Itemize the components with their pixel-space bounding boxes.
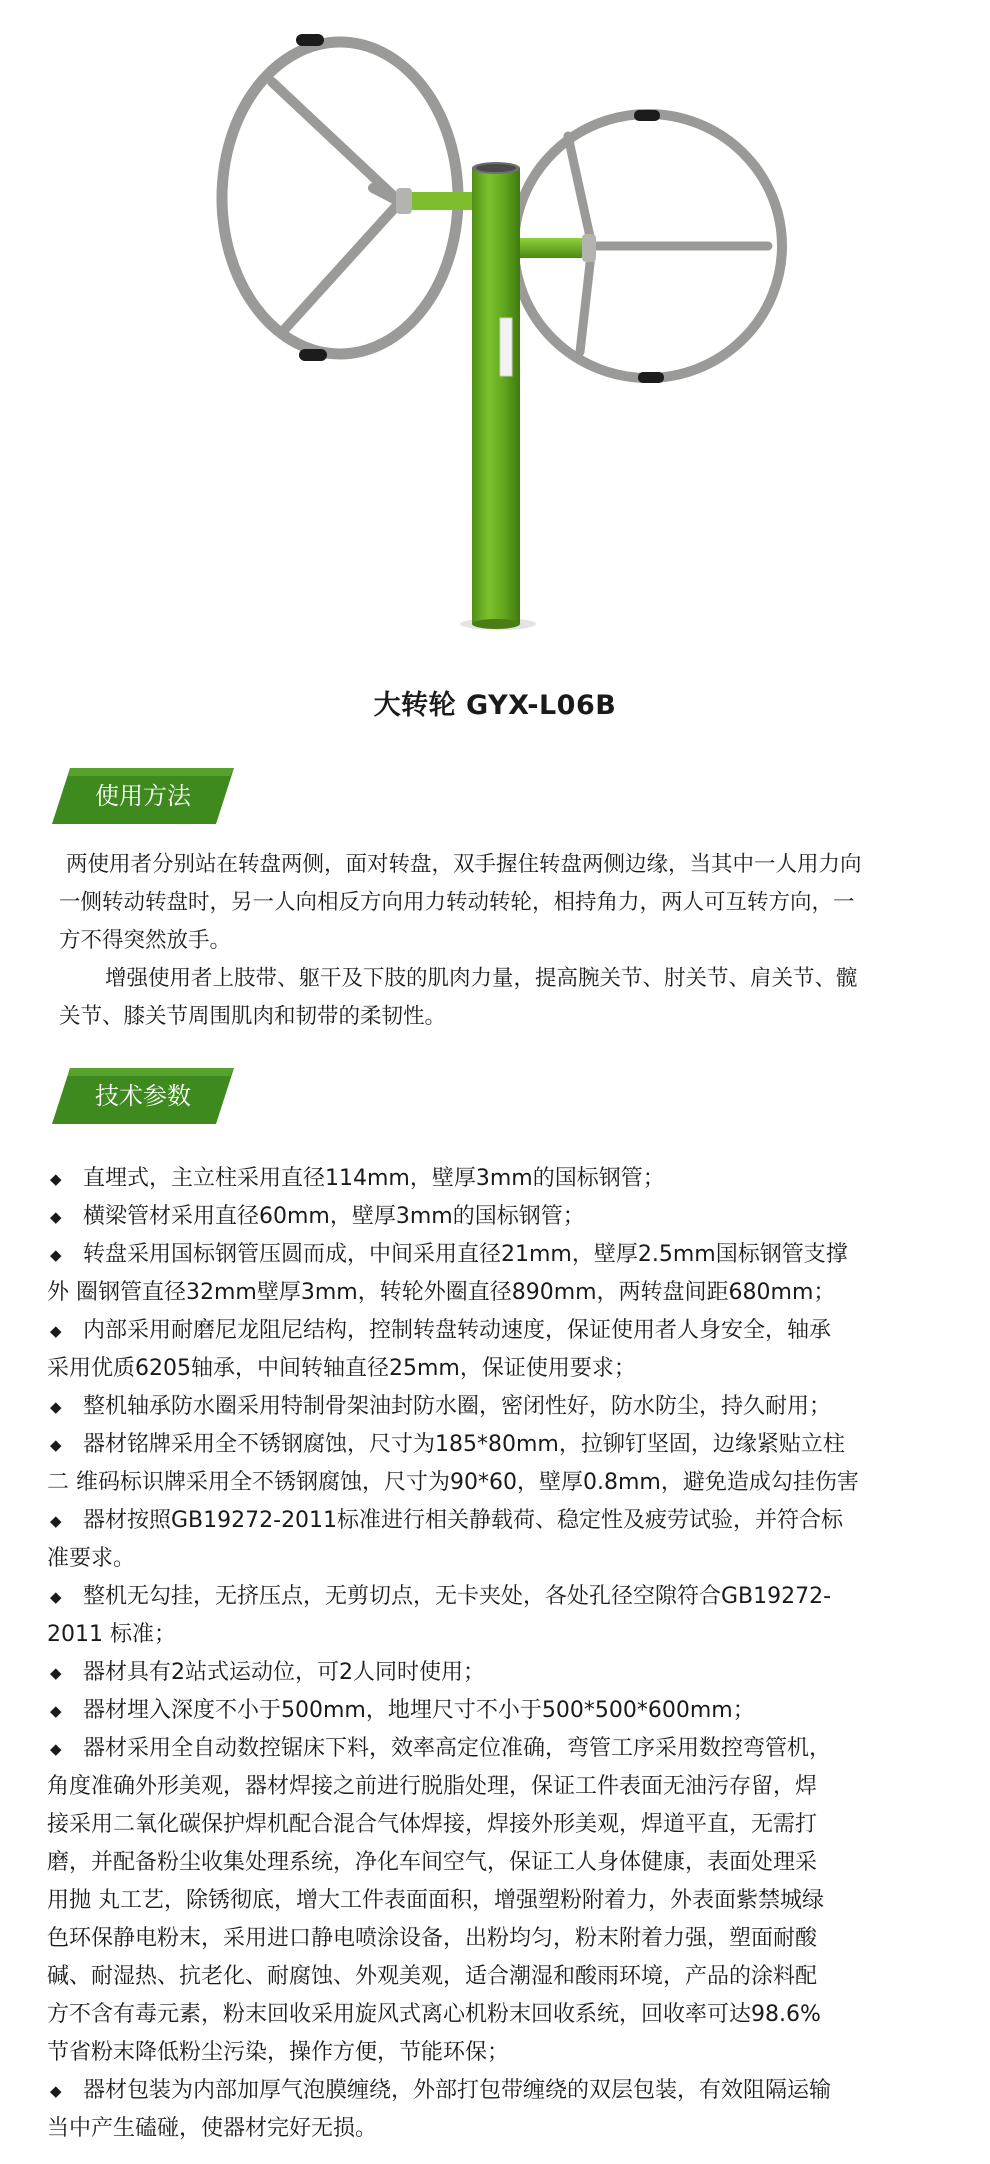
spec-line-text: 整机轴承防水圈采用特制骨架油封防水圈，密闭性好，防水防尘，持久耐用；	[83, 1394, 832, 1419]
spec-line-text: 器材具有2站式运动位，可2人同时使用；	[83, 1660, 485, 1685]
spec-line	[47, 1616, 975, 1654]
spec-line-text: 器材包装为内部加厚气泡膜缠绕，外部打包带缠绕的双层包装，有效阻隔运输	[83, 2078, 832, 2103]
usage-paragraph-line: 两使用者分别站在转盘两侧，面对转盘，双手握住转盘两侧边缘，当其中一人用力向	[66, 852, 862, 877]
spec-line	[47, 1540, 975, 1578]
specs-list	[47, 1160, 975, 2148]
spec-line	[47, 1920, 975, 1958]
usage-section-tag	[52, 768, 234, 824]
spec-line	[47, 1236, 975, 1274]
usage-description	[55, 846, 935, 1036]
spec-line	[47, 1692, 975, 1730]
spec-line-text: 方不含有毒元素，粉末回收采用旋风式离心机粉末回收系统，回收率可达98.6%	[47, 2002, 821, 2027]
spec-line-text: 器材埋入深度不小于500mm，地埋尺寸不小于500*500*600mm；	[83, 1698, 755, 1723]
spec-line-text: 二 维码标识牌采用全不锈钢腐蚀，尺寸为90*60，壁厚0.8mm，避免造成勾挂伤害	[47, 1470, 859, 1495]
spec-line-text: 器材按照GB19272-2011标准进行相关静载荷、稳定性及疲劳试验，并符合标	[83, 1508, 844, 1533]
spec-line	[47, 1844, 975, 1882]
spec-line-text: 碱、耐湿热、抗老化、耐腐蚀、外观美观，适合潮湿和酸雨环境，产品的涂料配	[47, 1964, 818, 1989]
rotating-wheel-equipment-icon	[0, 0, 990, 660]
specs-section-tag	[52, 1068, 234, 1124]
spec-line-text: 器材铭牌采用全不锈钢腐蚀，尺寸为185*80mm，拉铆钉坚固，边缘紧贴立柱	[83, 1432, 845, 1457]
spec-line	[47, 1312, 975, 1350]
diamond-bullet-icon: ◆	[50, 1170, 62, 1188]
spec-line-text: 用抛 丸工艺，除锈彻底，增大工件表面面积，增强塑粉附着力，外表面紫禁城绿	[47, 1888, 824, 1913]
spec-line	[47, 1198, 975, 1236]
spec-line-text: 节省粉末降低粉尘污染，操作方便，节能环保；	[47, 2040, 510, 2065]
usage-heading: 使用方法	[95, 782, 191, 810]
spec-line-text: 角度准确外形美观，器材焊接之前进行脱脂处理，保证工件表面无油污存留，焊	[47, 1774, 818, 1799]
spec-line-text: 器材采用全自动数控锯床下料，效率高定位准确，弯管工序采用数控弯管机，	[83, 1736, 832, 1761]
spec-line	[47, 1768, 975, 1806]
spec-line-text: 横梁管材采用直径60mm，壁厚3mm的国标钢管；	[83, 1204, 585, 1229]
diamond-bullet-icon: ◆	[50, 1436, 62, 1454]
spec-line-text: 转盘采用国标钢管压圆而成，中间采用直径21mm，壁厚2.5mm国标钢管支撑	[83, 1242, 848, 1267]
spec-line-text: 接采用二氧化碳保护焊机配合混合气体焊接，焊接外形美观，焊道平直，无需打	[47, 1812, 818, 1837]
spec-line-text: 准要求。	[47, 1546, 136, 1571]
spec-line	[47, 1426, 975, 1464]
diamond-bullet-icon: ◆	[50, 1322, 62, 1340]
spec-line	[47, 1806, 975, 1844]
diamond-bullet-icon: ◆	[50, 1588, 62, 1606]
spec-line	[47, 1464, 975, 1502]
spec-line	[47, 2072, 975, 2110]
spec-line	[47, 1274, 975, 1312]
usage-paragraph-line: 方不得突然放手。	[59, 928, 232, 953]
spec-line-text: 磨，并配备粉尘收集处理系统，净化车间空气，保证工人身体健康，表面处理采	[47, 1850, 818, 1875]
spec-line	[47, 2034, 975, 2072]
spec-line	[47, 1160, 975, 1198]
spec-line-text: 采用优质6205轴承，中间转轴直径25mm，保证使用要求；	[47, 1356, 636, 1381]
diamond-bullet-icon: ◆	[50, 1398, 62, 1416]
spec-line	[47, 1350, 975, 1388]
spec-line-text: 内部采用耐磨尼龙阻尼结构，控制转盘转动速度，保证使用者人身安全，轴承	[83, 1318, 832, 1343]
diamond-bullet-icon: ◆	[50, 1702, 62, 1720]
product-illustration	[0, 0, 990, 660]
diamond-bullet-icon: ◆	[50, 1512, 62, 1530]
product-title: 大转轮 GYX-L06B	[373, 690, 617, 721]
usage-paragraph-line: 增强使用者上肢带、躯干及下肢的肌肉力量，提高腕关节、肘关节、肩关节、髋	[105, 966, 858, 991]
diamond-bullet-icon: ◆	[50, 2082, 62, 2100]
spec-line	[47, 1730, 975, 1768]
spec-line	[47, 1882, 975, 1920]
spec-line	[47, 2110, 975, 2148]
spec-line	[47, 1388, 975, 1426]
usage-paragraph-line: 关节、膝关节周围肌肉和韧带的柔韧性。	[59, 1004, 447, 1029]
usage-paragraph-line: 一侧转动转盘时，另一人向相反方向用力转动转轮，相持角力，两人可互转方向，一	[59, 890, 855, 915]
diamond-bullet-icon: ◆	[50, 1664, 62, 1682]
spec-line-text: 色环保静电粉末，采用进口静电喷涂设备，出粉均匀，粉末附着力强，塑面耐酸	[47, 1926, 818, 1951]
diamond-bullet-icon: ◆	[50, 1740, 62, 1758]
spec-line-text: 外 圈钢管直径32mm壁厚3mm，转轮外圈直径890mm，两转盘间距680mm；	[47, 1280, 836, 1305]
spec-line-text: 直埋式，主立柱采用直径114mm，壁厚3mm的国标钢管；	[83, 1166, 665, 1191]
spec-line	[47, 1996, 975, 2034]
spec-line	[47, 1502, 975, 1540]
spec-line	[47, 1654, 975, 1692]
spec-line	[47, 1958, 975, 1996]
spec-line-text: 当中产生磕碰，使器材完好无损。	[47, 2116, 378, 2141]
spec-line	[47, 1578, 975, 1616]
diamond-bullet-icon: ◆	[50, 1246, 62, 1264]
diamond-bullet-icon: ◆	[50, 1208, 62, 1226]
spec-line-text: 2011 标准；	[47, 1622, 176, 1647]
specs-heading: 技术参数	[95, 1082, 191, 1110]
spec-line-text: 整机无勾挂，无挤压点，无剪切点，无卡夹处，各处孔径空隙符合GB19272-	[83, 1584, 832, 1609]
